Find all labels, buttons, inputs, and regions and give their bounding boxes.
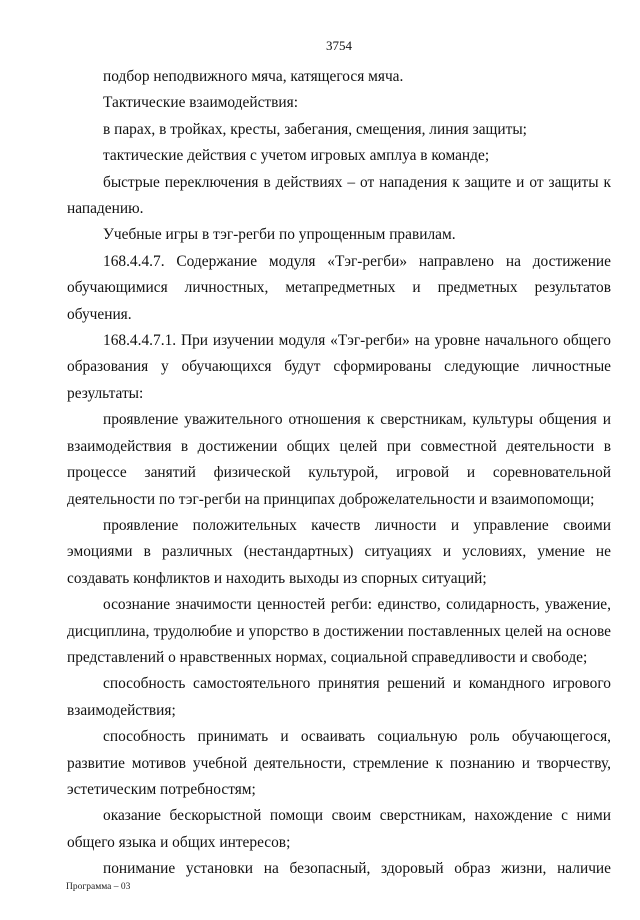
paragraph: быстрые переключения в действиях – от нападения к защите и от защиты к нападению.: [67, 173, 611, 218]
paragraph: Учебные игры в тэг-регби по упрощенным правилам.: [103, 226, 456, 244]
paragraph: подбор неподвижного мяча, катящегося мяча.: [103, 68, 404, 85]
paragraph: тактические действия с учетом игровых амплуа в команде;: [103, 147, 490, 165]
paragraph: оказание бескорыстной помощи своим сверстникам, нахождение с ними общего языка и общих интересов;: [67, 807, 611, 851]
paragraph: Тактические взаимодействия:: [103, 94, 298, 112]
paragraph: 168.4.4.7.1. При изучении модуля «Тэг-регби» на уровне начального общего образования у обучающихся будут сформированы следующие личностные результаты:: [67, 332, 611, 402]
paragraph: 168.4.4.7. Содержание модуля «Тэг-регби» направлено на достижение обучающимися личностных, метапредметных и предметных результатов обучения.: [67, 252, 611, 323]
document-body: [67, 64, 611, 883]
paragraph: способность самостоятельного принятия решений и командного игрового взаимодействия;: [67, 675, 611, 719]
paragraph: в парах, в тройках, кресты, забегания, смещения, линия защиты;: [103, 120, 527, 138]
paragraph: проявление уважительного отношения к сверстникам, культуры общения и взаимодействия в достижении общих целей при совместной деятельности в процессе занятий физической культурой, игровой и соревновательной деятельности по тэг-регби на принципах доброжелательности и взаимопомощи;: [67, 411, 611, 508]
page-number: 3754: [326, 38, 352, 53]
paragraph: понимание установки на безопасный, здоровый образ жизни, наличие: [103, 860, 611, 878]
paragraph: проявление положительных качеств личности и управление своими эмоциями в различных (нестандартных) ситуациях и условиях, умение не создавать конфликтов и находить выходы из спорных ситуаций;: [67, 516, 611, 587]
paragraph: способность принимать и осваивать социальную роль обучающегося, развитие мотивов учебной деятельности, стремление к познанию и творчеству, эстетическим потребностям;: [67, 728, 611, 798]
paragraph: осознание значимости ценностей регби: единство, солидарность, уважение, дисциплина, трудолюбие и упорство в достижении поставленных целей на основе представлений о нравственных нормах, социальной справедливости и свободе;: [67, 596, 611, 666]
footer-label: Программа – 03: [66, 882, 131, 892]
